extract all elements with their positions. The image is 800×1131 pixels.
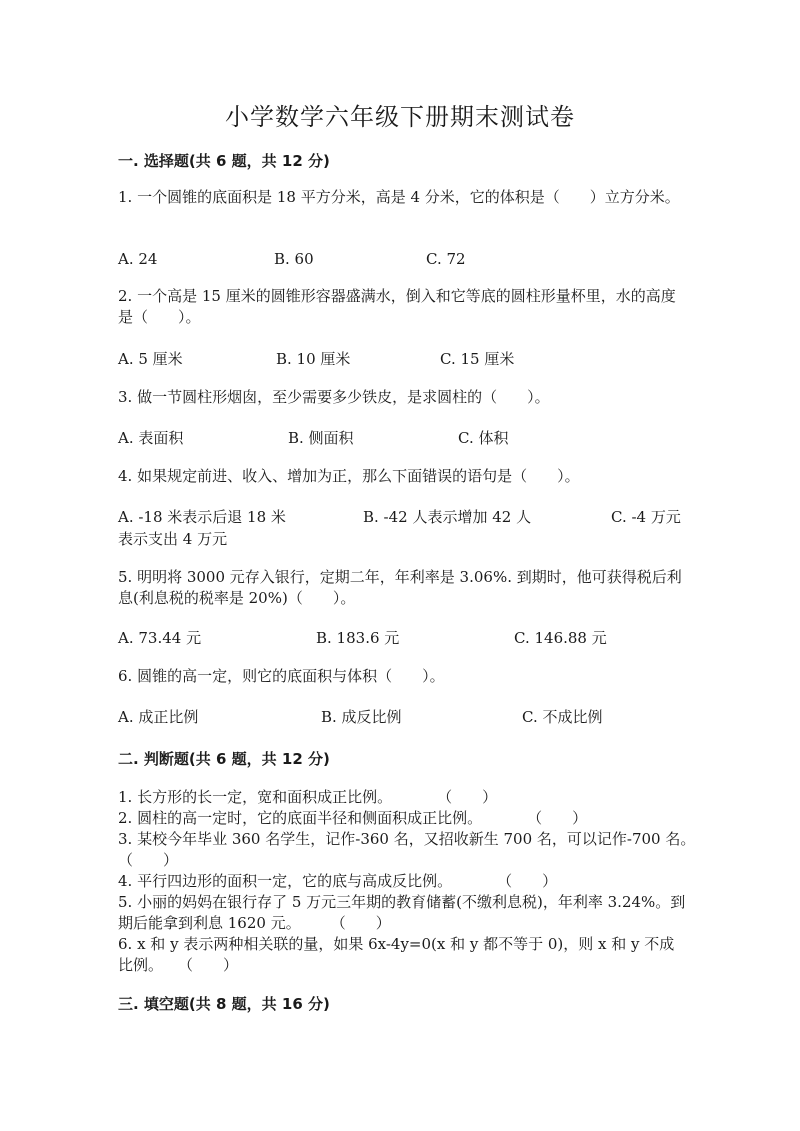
section-heading-true-false: 二. 判断题(共 6 题，共 12 分) bbox=[118, 750, 330, 768]
option-row bbox=[118, 250, 688, 272]
option-a: A. 5 厘米 bbox=[118, 350, 183, 368]
option-b: B. 60 bbox=[274, 250, 314, 268]
option-a: A. 表面积 bbox=[118, 429, 184, 447]
question-text: 5. 明明将 3000 元存入银行，定期二年，年利率是 3.06%. 到期时，他可获得税后利息(利息税的税率是 20%)（ ）。 bbox=[118, 568, 682, 607]
true-false-item: 3. 某校今年毕业 360 名学生，记作-360 名，又招收新生 700 名，可以记作-700 名。 （ ） bbox=[118, 830, 733, 869]
true-false-item: 5. 小丽的妈妈在银行存了 5 万元三年期的教育储蓄(不缴利息税)，年利率 3.24%。到期后能拿到利息 1620 元。 （ ） bbox=[118, 893, 686, 932]
option-row bbox=[118, 348, 688, 370]
question-text: 3. 做一节圆柱形烟囱，至少需要多少铁皮，是求圆柱的（ ）。 bbox=[118, 388, 550, 406]
option-c: C. 15 厘米 bbox=[440, 350, 515, 368]
true-false-item: 2. 圆柱的高一定时，它的底面半径和侧面积成正比例。 （ ） bbox=[118, 809, 588, 827]
question-text: 2. 一个高是 15 厘米的圆锥形容器盛满水，倒入和它等底的圆柱形量杯里，水的高度是（ ）。 bbox=[118, 287, 676, 326]
option-b: B. 10 厘米 bbox=[276, 350, 351, 368]
option-row bbox=[118, 706, 688, 728]
option-c: C. 146.88 元 bbox=[514, 629, 607, 647]
option-a: A. 成正比例 bbox=[118, 708, 199, 726]
option-b: B. 成反比例 bbox=[321, 708, 402, 726]
option-a: A. 24 bbox=[118, 250, 158, 268]
true-false-item: 4. 平行四边形的面积一定，它的底与高成反比例。 （ ） bbox=[118, 872, 558, 890]
question-text: 1. 一个圆锥的底面积是 18 平方分米，高是 4 分米，它的体积是（ ）立方分米。 bbox=[118, 188, 680, 206]
option-row bbox=[118, 627, 688, 649]
option-c: C. 体积 bbox=[458, 429, 509, 447]
option-b: B. -42 人表示增加 42 人 bbox=[363, 508, 532, 526]
exam-title: 小学数学六年级下册期末测试卷 bbox=[225, 103, 575, 131]
option-c: C. 72 bbox=[426, 250, 466, 268]
option-c: C. -4 万元表示支出 4 万元 bbox=[118, 508, 681, 548]
question-text: 6. 圆锥的高一定，则它的底面积与体积（ ）。 bbox=[118, 667, 445, 685]
option-b: B. 侧面积 bbox=[288, 429, 354, 447]
option-row bbox=[118, 506, 688, 550]
option-a: A. -18 米表示后退 18 米 bbox=[118, 508, 286, 526]
option-row bbox=[118, 427, 688, 449]
section-heading-choice: 一. 选择题(共 6 题，共 12 分) bbox=[118, 152, 330, 170]
option-b: B. 183.6 元 bbox=[316, 629, 400, 647]
section-heading-fill-blank: 三. 填空题(共 8 题，共 16 分) bbox=[118, 995, 330, 1013]
option-c: C. 不成比例 bbox=[522, 708, 603, 726]
true-false-list bbox=[118, 787, 733, 976]
question-text: 4. 如果规定前进、收入、增加为正，那么下面错误的语句是（ ）。 bbox=[118, 467, 580, 485]
true-false-item: 6. x 和 y 表示两种相关联的量，如果 6x-4y=0(x 和 y 都不等于 0)，则 x 和 y 不成比例。 （ ） bbox=[118, 935, 675, 974]
true-false-item: 1. 长方形的长一定，宽和面积成正比例。 （ ） bbox=[118, 788, 498, 806]
option-a: A. 73.44 元 bbox=[118, 629, 202, 647]
